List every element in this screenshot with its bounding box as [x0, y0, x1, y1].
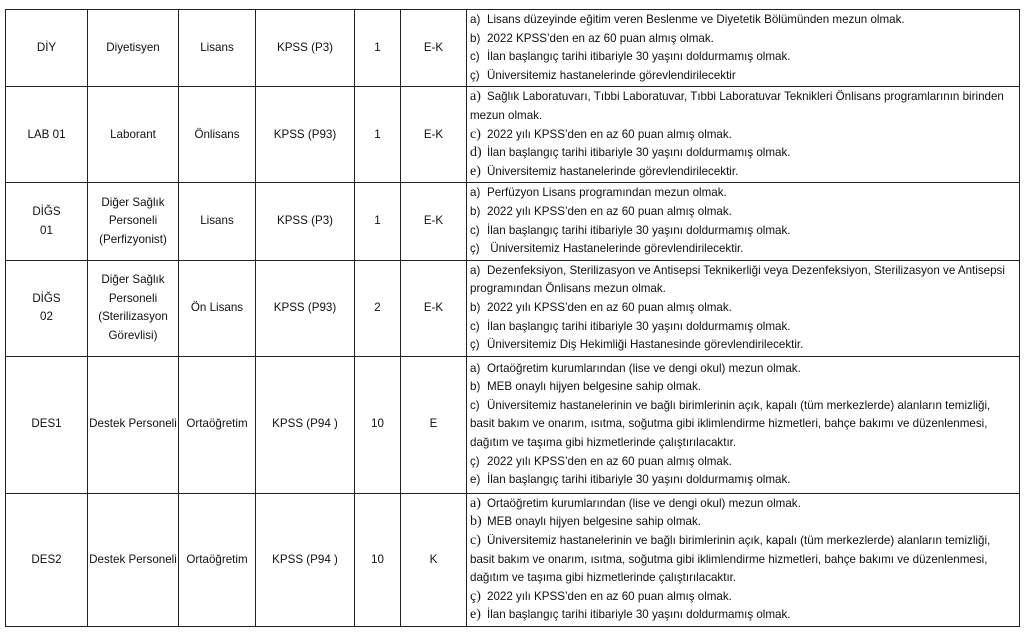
requirement-marker: c): [470, 223, 480, 237]
position-code-line: DİĞS: [32, 291, 61, 305]
requirement-text: İlan başlangıç tarihi itibariyle 30 yaşını doldurmamış olmak.: [487, 473, 791, 487]
position-title: [88, 260, 179, 356]
requirement-marker: d): [470, 145, 482, 161]
requirement-item: [470, 30, 1017, 49]
requirement-marker: e): [470, 607, 481, 623]
requirement-text: İlan başlangıç tarihi itibariyle 30 yaşını doldurmamış olmak.: [487, 319, 791, 333]
requirement-text: 2022 yılı KPSS’den en az 60 puan almış olmak.: [487, 589, 732, 603]
requirement-item: [470, 262, 1017, 299]
requirement-text: Üniversitemiz Hastanelerinde görevlendirilecektir.: [487, 242, 744, 256]
requirement-item: [470, 397, 1017, 453]
requirement-text: Üniversitemiz hastanelerinde görevlendirilecektir: [487, 68, 736, 82]
requirement-text: 2022 yılı KPSS’den en az 60 puan almış olmak.: [487, 454, 732, 468]
requirement-item: [470, 144, 1017, 163]
education-level: Ortaöğretim: [179, 356, 256, 493]
requirement-marker: ç): [470, 242, 480, 256]
requirement-marker: c): [470, 319, 480, 333]
requirement-item: [470, 88, 1017, 125]
table-row: [6, 260, 1020, 356]
gender: E-K: [401, 260, 467, 356]
position-code: [6, 260, 88, 356]
exam-score-type: KPSS (P93): [256, 260, 355, 356]
education-level: Ön Lisans: [179, 260, 256, 356]
exam-score-type: KPSS (P94 ): [256, 493, 355, 626]
education-level: Lisans: [179, 10, 256, 87]
position-code-line: 01: [40, 223, 53, 237]
requirement-marker: ç): [470, 588, 481, 604]
requirement-text: Lisans düzeyinde eğitim veren Beslenme ve Diyetetik Bölümünden mezun olmak.: [487, 13, 905, 26]
position-code: [6, 493, 88, 626]
gender: E: [401, 356, 467, 493]
requirement-marker: b): [470, 514, 482, 530]
requirement-item: [470, 126, 1017, 145]
table-row: [6, 183, 1020, 260]
requirement-text: Dezenfeksiyon, Sterilizasyon ve Antisepsi Teknikerliği veya Dezenfeksiyon, Sterilizasyon ve Antisepsi programından Önlisans mezun olmak.: [470, 263, 1005, 296]
position-title: [88, 183, 179, 260]
requirement-item: [470, 495, 1017, 514]
requirement-text: İlan başlangıç tarihi itibariyle 30 yaşını doldurmamış olmak.: [487, 223, 791, 237]
requirement-marker: e): [470, 163, 481, 179]
requirement-item: [470, 336, 1017, 355]
requirement-marker: a): [470, 186, 481, 200]
position-code-line: LAB 01: [27, 127, 66, 141]
requirement-marker: b): [470, 31, 481, 45]
requirement-text: Üniversitemiz hastanelerinin ve bağlı birimlerinin açık, kapalı (tüm merkezlerde) alanların temizliği, basit bakım ve onarım, ısıtma, soğutma gibi iklimlendirme hizmetleri, bahçe bakımı ve düzenlenmesi, dağıtım ve taşıma gibi hizmetlerinde çalıştırılacaktır.: [470, 398, 991, 450]
position-title-line: Personeli: [108, 291, 158, 305]
position-title: [88, 10, 179, 87]
requirement-marker: ç): [470, 68, 480, 82]
position-title-line: Diğer Sağlık: [101, 273, 165, 287]
requirement-item: [470, 203, 1017, 222]
requirement-text: 2022 yılı KPSS’den en az 60 puan almış olmak.: [487, 127, 732, 141]
table-row: [6, 356, 1020, 493]
requirement-item: [470, 532, 1017, 588]
gender: E-K: [401, 183, 467, 260]
position-title-line: Görevlisi): [108, 328, 158, 342]
position-title-line: (Perfizyonist): [99, 232, 167, 246]
requirement-marker: a): [470, 361, 481, 375]
requirement-text: İlan başlangıç tarihi itibariyle 30 yaşını doldurmamış olmak.: [487, 608, 791, 622]
requirement-item: [470, 360, 1017, 379]
requirement-item: [470, 163, 1017, 182]
position-title: [88, 356, 179, 493]
education-level: Ortaöğretim: [179, 493, 256, 626]
requirement-marker: c): [470, 50, 480, 64]
position-code: [6, 87, 88, 183]
requirement-marker: a): [470, 263, 481, 277]
requirement-text: 2022 yılı KPSS’den en az 60 puan almış olmak.: [487, 300, 732, 314]
gender: E-K: [401, 10, 467, 87]
requirement-text: Ortaöğretim kurumlarından (lise ve dengi okul) mezun olmak.: [487, 496, 801, 510]
quota-count: 1: [355, 10, 401, 87]
table-row: [6, 493, 1020, 626]
requirement-item: [470, 48, 1017, 67]
requirement-marker: a): [470, 13, 481, 26]
requirement-item: [470, 471, 1017, 490]
requirements-cell: [467, 356, 1020, 493]
position-title-line: Personeli: [108, 214, 158, 228]
table-row: [6, 87, 1020, 183]
exam-score-type: KPSS (P93): [256, 87, 355, 183]
requirement-item: [470, 184, 1017, 203]
quota-count: 10: [355, 356, 401, 493]
requirement-item: [470, 67, 1017, 86]
position-title-line: (Sterilizasyon: [98, 310, 168, 324]
position-code: [6, 356, 88, 493]
position-code-line: DİĞS: [32, 204, 61, 218]
requirement-marker: ç): [470, 338, 480, 352]
requirement-text: 2022 yılı KPSS’den en az 60 puan almış olmak.: [487, 204, 732, 218]
position-title: [88, 87, 179, 183]
requirement-text: İlan başlangıç tarihi itibariyle 30 yaşını doldurmamış olmak.: [487, 50, 791, 64]
requirement-text: Ortaöğretim kurumlarından (lise ve dengi okul) mezun olmak.: [487, 361, 801, 375]
position-title-line: Diyetisyen: [106, 40, 160, 54]
requirement-text: Üniversitemiz hastanelerinde görevlendirilecektir.: [487, 164, 739, 178]
position-title-line: Laborant: [110, 127, 156, 141]
exam-score-type: KPSS (P94 ): [256, 356, 355, 493]
requirement-item: [470, 318, 1017, 337]
position-code-line: DES2: [31, 552, 62, 566]
requirement-item: [470, 378, 1017, 397]
position-title: [88, 493, 179, 626]
gender: E-K: [401, 87, 467, 183]
position-code: [6, 183, 88, 260]
position-code: [6, 10, 88, 87]
position-code-line: 02: [40, 310, 53, 324]
requirements-cell: [467, 493, 1020, 626]
position-code-line: DİY: [36, 40, 57, 54]
requirements-cell: [467, 260, 1020, 356]
requirement-marker: a): [470, 495, 481, 511]
requirements-cell: [467, 183, 1020, 260]
exam-score-type: KPSS (P3): [256, 183, 355, 260]
position-title-line: Destek Personeli: [89, 552, 177, 566]
gender: K: [401, 493, 467, 626]
quota-count: 1: [355, 87, 401, 183]
requirement-item: [470, 453, 1017, 472]
education-level: Lisans: [179, 183, 256, 260]
requirement-text: MEB onaylı hijyen belgesine sahip olmak.: [487, 380, 701, 394]
requirement-marker: c): [470, 398, 480, 412]
position-title-line: Diğer Sağlık: [101, 195, 165, 209]
requirement-marker: ç): [470, 454, 480, 468]
positions-table: [5, 9, 1020, 627]
requirement-text: Üniversitemiz Diş Hekimliği Hastanesinde görevlendirilecektir.: [487, 338, 804, 352]
requirement-item: [470, 513, 1017, 532]
requirements-cell: [467, 87, 1020, 183]
quota-count: 2: [355, 260, 401, 356]
requirement-text: İlan başlangıç tarihi itibariyle 30 yaşını doldurmamış olmak.: [487, 146, 791, 160]
position-title-line: Destek Personeli: [89, 417, 177, 431]
requirement-marker: c): [470, 532, 481, 548]
requirement-marker: a): [470, 89, 481, 105]
requirement-text: 2022 KPSS’den en az 60 puan almış olmak.: [487, 31, 714, 45]
exam-score-type: KPSS (P3): [256, 10, 355, 87]
requirement-text: Sağlık Laboratuvarı, Tıbbi Laboratuvar, Tıbbi Laboratuvar Teknikleri Önlisans programlarının birinden mezun olmak.: [470, 90, 1004, 122]
requirement-item: [470, 11, 1017, 30]
requirements-cell: [467, 10, 1020, 87]
requirement-item: [470, 588, 1017, 607]
requirement-item: [470, 240, 1017, 259]
requirement-item: [470, 606, 1017, 625]
requirement-item: [470, 299, 1017, 318]
requirement-marker: e): [470, 473, 481, 487]
requirement-text: MEB onaylı hijyen belgesine sahip olmak.: [487, 515, 701, 529]
table-row: [6, 10, 1020, 87]
education-level: Önlisans: [179, 87, 256, 183]
requirement-marker: b): [470, 380, 481, 394]
requirement-marker: c): [470, 126, 481, 142]
position-code-line: DES1: [31, 417, 62, 431]
requirement-text: Üniversitemiz hastanelerinin ve bağlı birimlerinin açık, kapalı (tüm merkezlerde) alanların temizliği, basit bakım ve onarım, ısıtma, soğutma gibi iklimlendirme hizmetleri, bahçe bakımı ve düzenlenmesi, dağıtım ve taşıma gibi hizmetlerinde çalıştırılacaktır.: [470, 533, 991, 585]
requirement-marker: b): [470, 300, 481, 314]
quota-count: 10: [355, 493, 401, 626]
requirement-item: [470, 222, 1017, 241]
requirement-marker: b): [470, 204, 481, 218]
requirement-text: Perfüzyon Lisans programından mezun olmak.: [487, 186, 727, 200]
quota-count: 1: [355, 183, 401, 260]
